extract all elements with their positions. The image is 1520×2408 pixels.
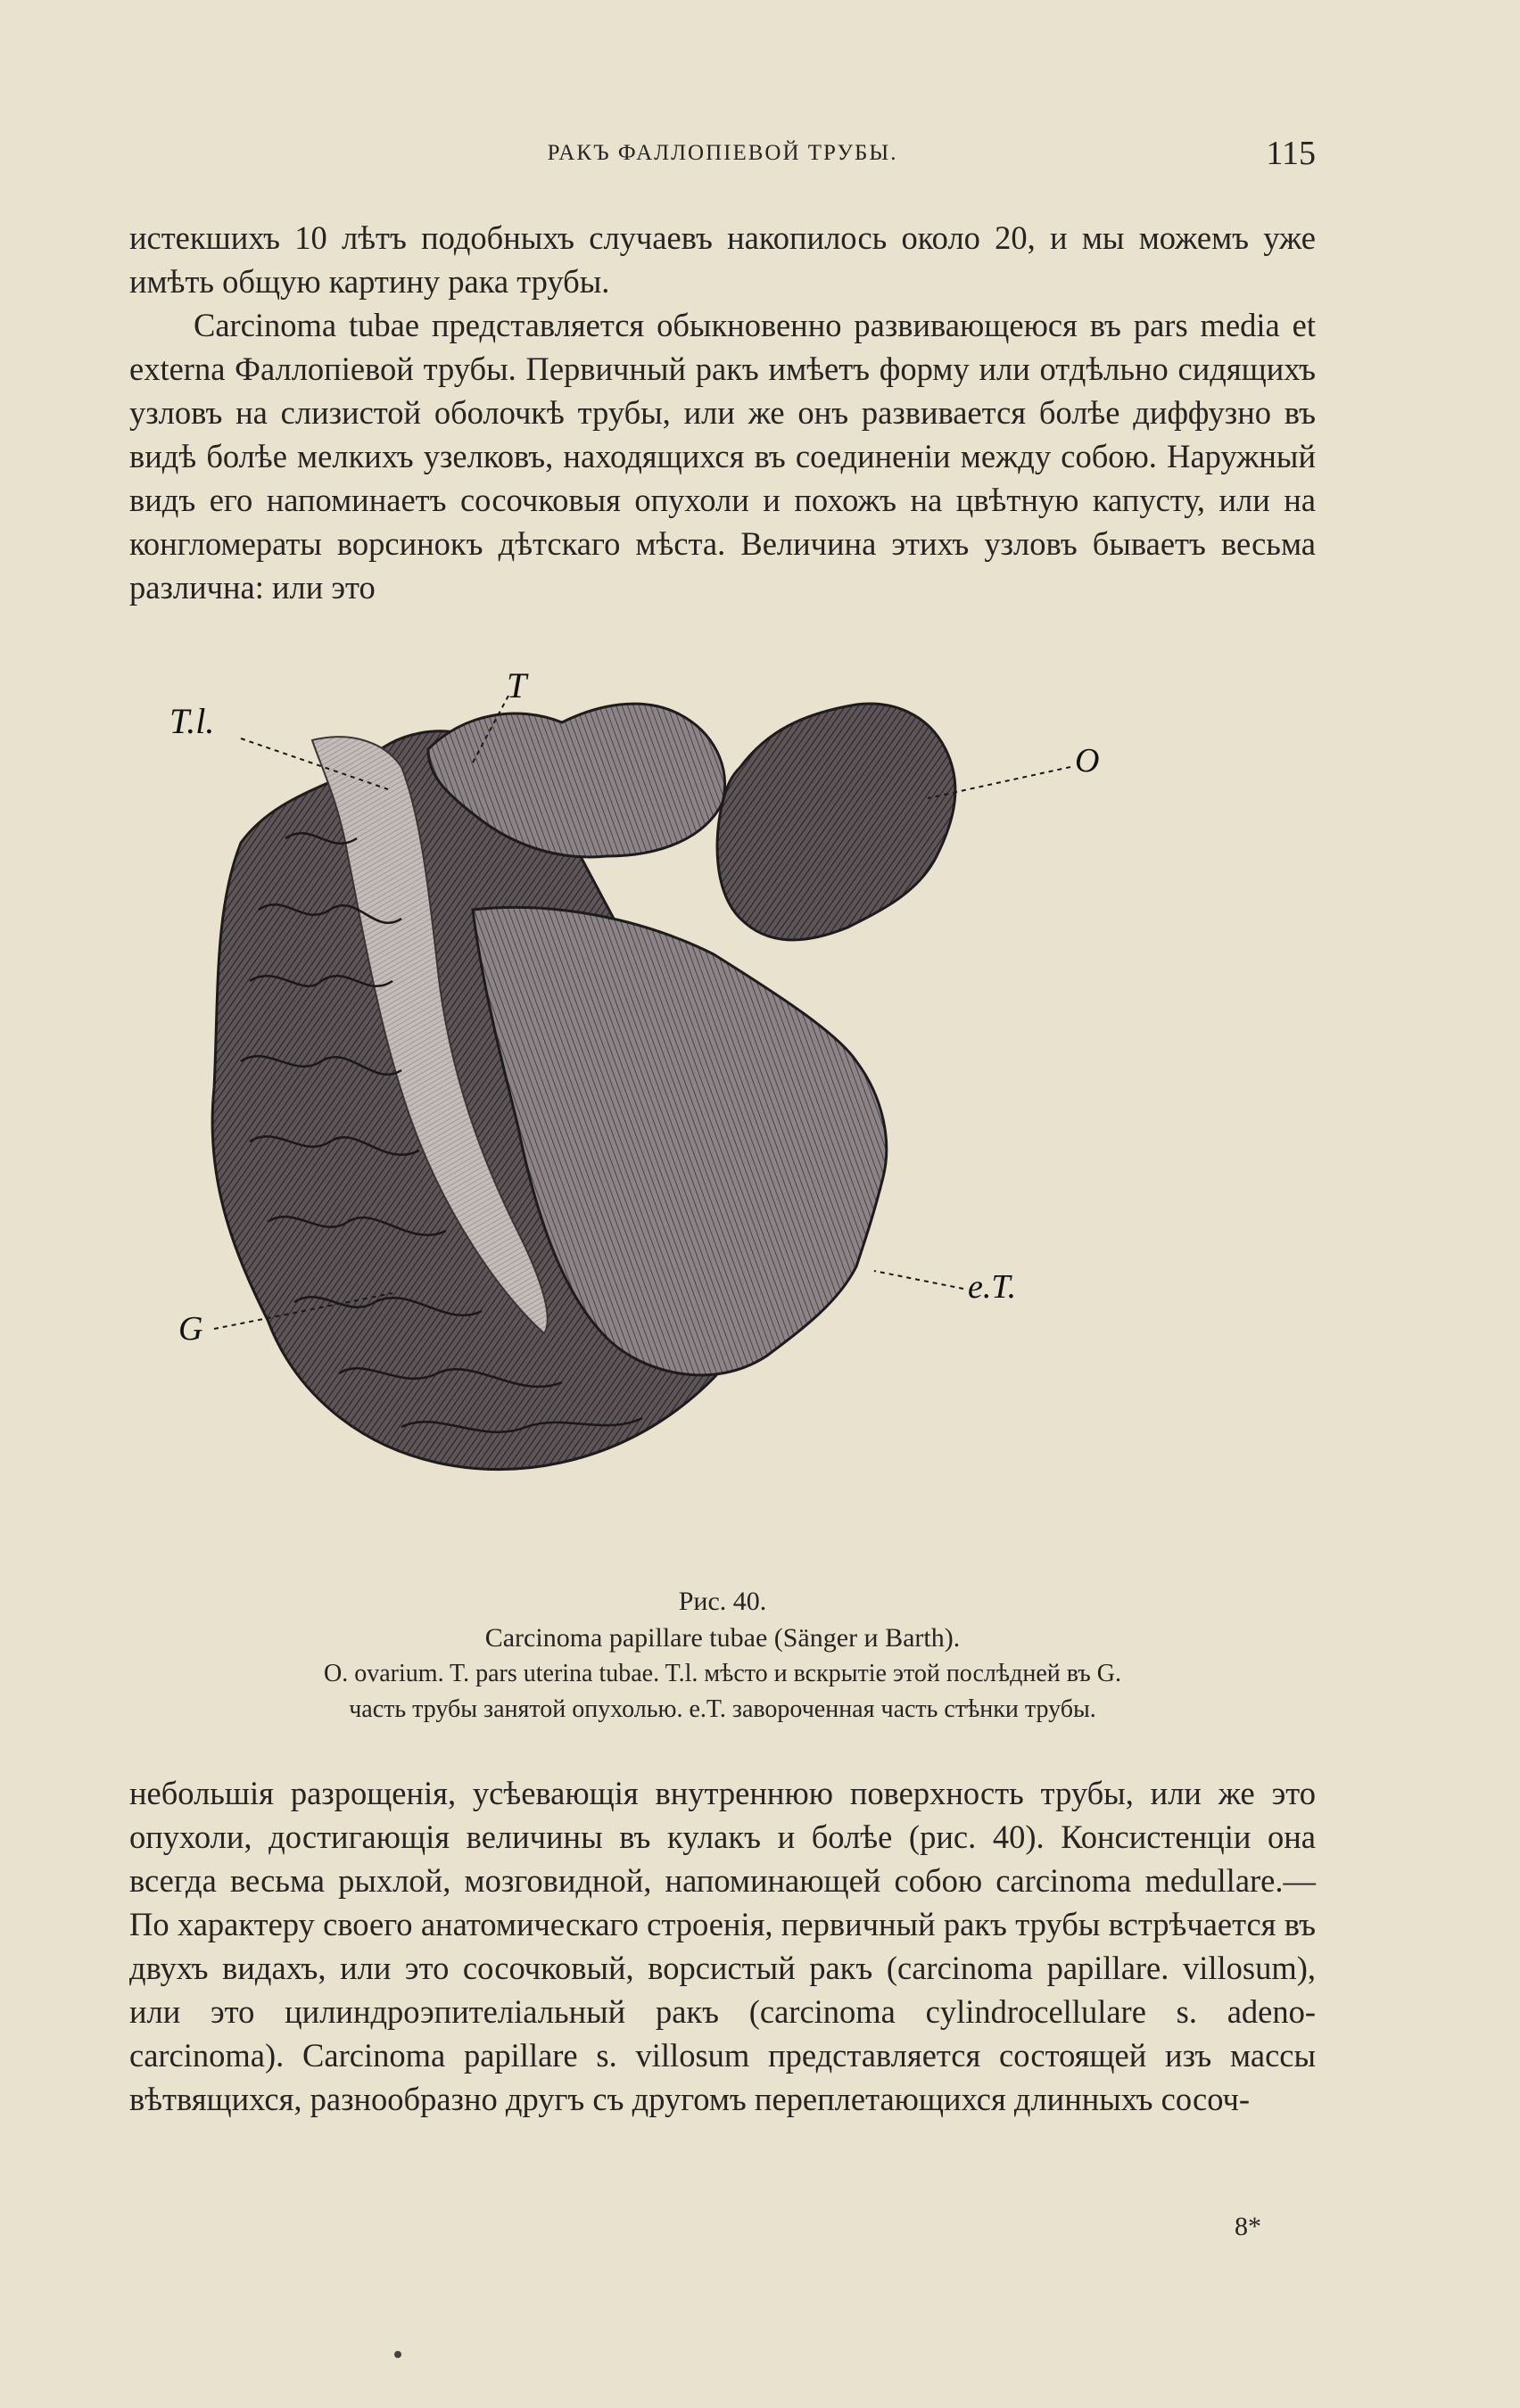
paragraph: Carcinoma tubae представляется обыкновенно развивающеюся въ pars media et externa Фаллопіевой трубы. Первичный ракъ имѣетъ форму или отдѣльно сидящихъ узловъ на слизистой оболочкѣ трубы, или же онъ развивается болѣе диффузно въ видѣ болѣе мелкихъ узелковъ, находящихся въ соединеніи между собою. Наружный видъ его напоминаетъ сосочковыя опухоли и похожъ на цвѣтную капусту, или на конгломераты ворсинокъ дѣтскаго мѣста. Величина этихъ узловъ бываетъ весьма различна: или это — [129, 307, 1316, 606]
ink-speck — [394, 2351, 401, 2358]
label-et: e.T. — [968, 1268, 1017, 1306]
figure-title: Carcinoma papillare tubae (Sänger и Barth). — [484, 1623, 961, 1653]
label-tl: T.l. — [169, 701, 215, 741]
ovary-shape — [717, 704, 955, 940]
figure-number: Рис. 40. — [678, 1587, 767, 1616]
tumor-illustration — [169, 665, 1222, 1570]
figure-engraving — [169, 665, 1222, 1570]
page-header — [129, 134, 1316, 178]
signature-mark: 8* — [1235, 2212, 1261, 2241]
page-number: 115 — [1266, 135, 1316, 172]
paragraph: истекшихъ 10 лѣтъ подобныхъ случаевъ накопилось около 20, и мы можемъ уже имѣть общую картину рака трубы. — [129, 219, 1316, 300]
figure-caption — [129, 1583, 1316, 1728]
label-g: G — [178, 1310, 203, 1348]
figure-legend-line: часть трубы занятой опухолью. e.T. завороченная часть стѣнки трубы. — [349, 1695, 1096, 1723]
bottom-text-block — [129, 1771, 1316, 2121]
figure-legend-line: O. ovarium. T. pars uterina tubae. T.l. мѣсто и вскрытіе этой послѣдней въ G. — [324, 1660, 1121, 1687]
top-text-block — [129, 216, 1316, 609]
running-head: РАКЪ ФАЛЛОПІЕВОЙ ТРУБЫ. — [547, 141, 898, 165]
paragraph: небольшія разрощенія, усѣевающія внутреннюю поверхность трубы, или же это опухоли, достигающія величины въ кулакъ и болѣе (рис. 40). Консистенціи она всегда весьма рыхлой, мозговидной, напоминающей собою carcinoma medullare.—По характеру своего анатомическаго строенія, первичный ракъ трубы встрѣчается въ двухъ видахъ, или это сосочковый, ворсистый ракъ (carcinoma papillare. villosum), или это цилиндроэпителіальный ракъ (carcinoma cylindrocellulare s. adeno-carcinoma). Carcinoma papillare s. villosum представляется состоящей изъ массы вѣтвящихся, разнообразно другъ съ другомъ переплетающихся длинныхъ сосоч- — [129, 1775, 1316, 2117]
label-o: O — [1075, 742, 1100, 779]
label-t: T — [507, 665, 527, 705]
